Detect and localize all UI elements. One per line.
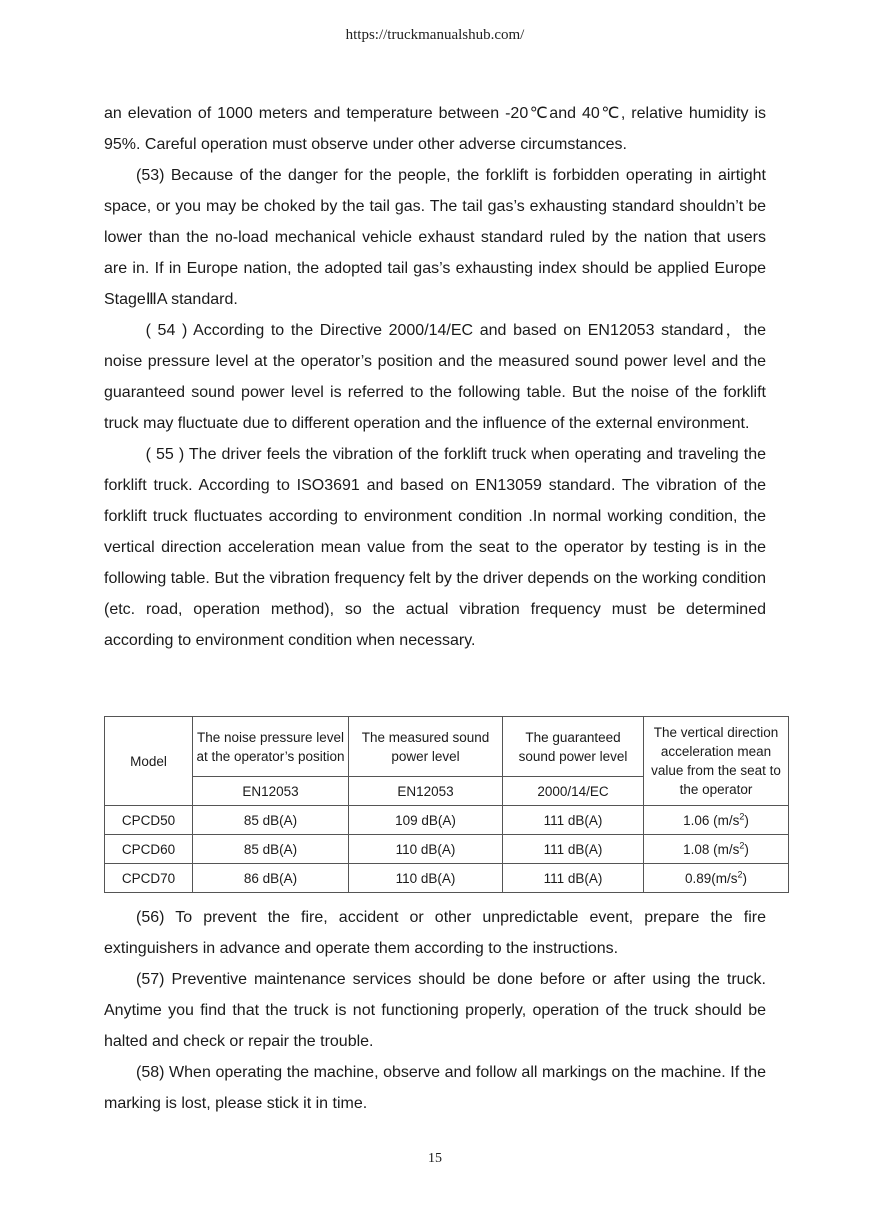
cell-vibration: 1.06 $(m/s^2)$ — [644, 806, 789, 835]
cell-vibration: 1.08 $(m/s^2)$ — [644, 835, 789, 864]
noise-vibration-table — [104, 716, 789, 893]
page-number: 15 — [428, 1151, 442, 1166]
cell-guaranteed: 111 dB(A) — [503, 806, 644, 835]
header-guaranteed-sound: The guaranteed sound power level — [503, 717, 644, 777]
paragraph-58: (58) When operating the machine, observe and follow all markings on the machine. If the marking is lost, please stick it in time. — [104, 1064, 766, 1112]
header-vibration: The vertical direction acceleration mean value from the seat to the operator — [644, 717, 789, 806]
paragraph-53: (53) Because of the danger for the people, the forklift is forbidden operating in airtight space, or you may be choked by the tail gas. The tail gas’s exhausting standard shouldn’t be lower than the no-load mechanical vehicle exhaust standard ruled by the nation that users are in. If in Europe nation, the adopted tail gas’s exhausting index should be applied Europe StageⅢA standard. — [104, 167, 766, 308]
paragraph-54: ( 54 ) According to the Directive 2000/14/EC and based on EN12053 standard，the noise pressure level at the operator’s position and the measured sound power level and the guaranteed sound power level is referred to the following table. But the noise of the forklift truck may fluctuate due to different operation and the influence of the external environment. — [104, 322, 766, 432]
cell-noise: 85 dB(A) — [193, 806, 349, 835]
cell-noise: 86 dB(A) — [193, 864, 349, 893]
cell-guaranteed: 111 dB(A) — [503, 835, 644, 864]
cell-noise: 85 dB(A) — [193, 835, 349, 864]
header-model: Model — [105, 717, 193, 806]
paragraph-57: (57) Preventive maintenance services should be done before or after using the truck. Anytime you find that the truck is not functioning properly, operation of the truck should be halted and check or repair the trouble. — [104, 971, 766, 1050]
standard-guaranteed: 2000/14/EC — [503, 777, 644, 806]
cell-guaranteed: 111 dB(A) — [503, 864, 644, 893]
standard-measured: EN12053 — [349, 777, 503, 806]
cell-measured: 110 dB(A) — [349, 835, 503, 864]
paragraph-elevation: an elevation of 1000 meters and temperature between -20℃and 40℃, relative humidity is 95%. Careful operation must observe under other adverse circumstances. — [104, 105, 766, 153]
cell-vibration: $0.89(m/s^2)$ — [644, 864, 789, 893]
cell-model: CPCD50 — [105, 806, 193, 835]
cell-model: CPCD60 — [105, 835, 193, 864]
body-text-top — [104, 98, 766, 656]
header-noise-pressure: The noise pressure level at the operator’s position — [193, 717, 349, 777]
table-row — [105, 864, 789, 893]
paragraph-56: (56) To prevent the fire, accident or other unpredictable event, prepare the fire extinguishers in advance and operate them according to the instructions. — [104, 909, 766, 957]
cell-measured: 109 dB(A) — [349, 806, 503, 835]
standard-noise: EN12053 — [193, 777, 349, 806]
body-text-bottom — [104, 902, 766, 1119]
table-row — [105, 835, 789, 864]
table-row — [105, 806, 789, 835]
cell-model: CPCD70 — [105, 864, 193, 893]
cell-measured: 110 dB(A) — [349, 864, 503, 893]
header-measured-sound: The measured sound power level — [349, 717, 503, 777]
header-url: https://truckmanualshub.com/ — [345, 27, 525, 43]
paragraph-55: ( 55 ) The driver feels the vibration of the forklift truck when operating and traveling the forklift truck. According to ISO3691 and based on EN13059 standard. The vibration of the forklift truck fluctuates according to environment condition .In normal working condition, the vertical direction acceleration mean value from the seat to the operator by testing is in the following table. But the vibration frequency felt by the driver depends on the working condition (etc. road, operation method), so the actual vibration frequency must be determined according to environment condition when necessary. — [104, 446, 766, 649]
